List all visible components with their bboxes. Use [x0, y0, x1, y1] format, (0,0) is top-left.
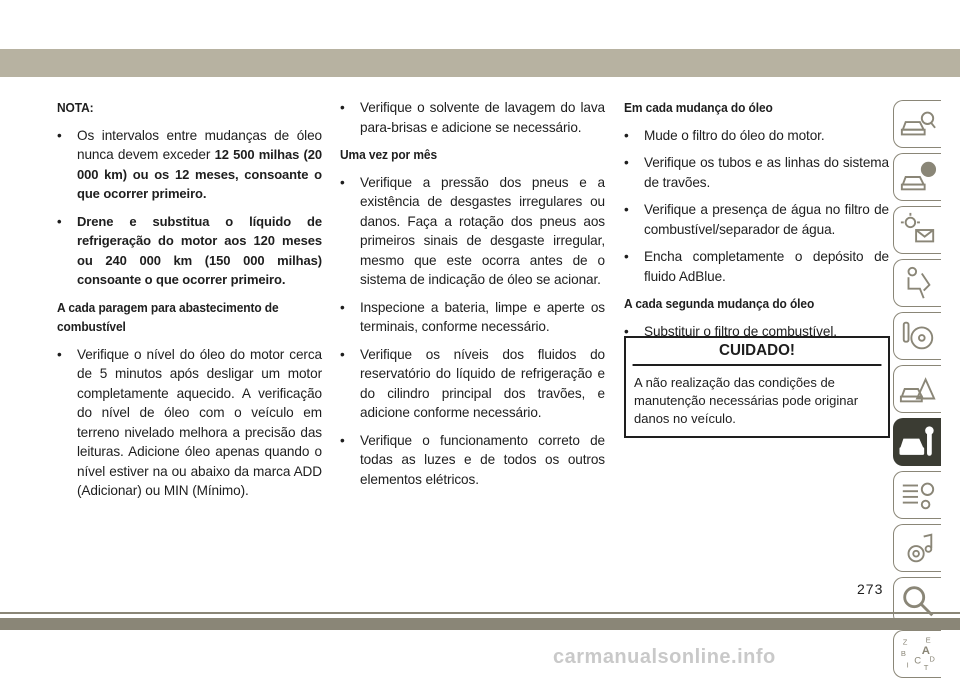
list-item: [624, 153, 889, 192]
bullet-mark: •: [57, 346, 62, 362]
key-steering-icon: [899, 317, 937, 355]
alphabet-letter: C: [913, 655, 921, 667]
chapter-tabs: [893, 100, 943, 683]
bullet-mark: •: [624, 323, 629, 339]
bullet-mark: •: [340, 299, 345, 315]
note-heading: NOTA:: [57, 100, 94, 115]
alphabet-letter: I: [906, 660, 909, 670]
fluids-text: Verifique os níveis dos fluidos do reservatório do líquido de refrigeração e do cilindro principal dos travões, e adicione conforme necessário.: [360, 346, 605, 420]
bullet-mark: •: [57, 127, 62, 143]
car-hazard-icon: [899, 370, 937, 408]
column-3: [624, 98, 889, 349]
caution-text: A não realização das condições de manutenção necessárias pode originar danos no veículo.: [634, 375, 859, 426]
adblue-text: Encha completamente o depósito de fluido AdBlue.: [644, 249, 889, 284]
bullet-mark: •: [624, 155, 629, 170]
monthly-heading: Uma vez por mês: [340, 147, 438, 162]
bullet-mark: •: [57, 213, 62, 229]
top-header-bar: [0, 49, 960, 77]
tab-index[interactable]: [893, 630, 941, 678]
tab-car-search[interactable]: [893, 100, 941, 148]
refuel-heading: A cada paragem para abastecimento de combustível: [57, 299, 279, 334]
multimedia-icon: [899, 529, 937, 567]
oil-level-text: Verifique o nível do óleo do motor cerca de 5 minutos após desligar um motor completamente aquecido. A verificação do nível de óleo com o veículo em terreno nivelado melhora a precisão das leituras. Adicione óleo apenas quando o nível estiver na ou abaixo da marca ADD (Adicionar) ou MIN (Mínimo).: [77, 346, 322, 498]
tab-key-steering[interactable]: [893, 312, 941, 360]
alphabet-letter: Z: [902, 637, 907, 647]
car-info-icon: [899, 158, 937, 196]
bullet-mark: •: [624, 249, 629, 264]
tab-multimedia[interactable]: [893, 524, 941, 572]
alphabet-letter: E: [925, 635, 931, 645]
tab-warning-lights[interactable]: [893, 206, 941, 254]
tab-car-hazard[interactable]: [893, 365, 941, 413]
fuel-filter-text: Substituir o filtro de combustível.: [644, 323, 837, 339]
battery-text: Inspecione a bateria, limpe e aperte os terminais, conforme necessário.: [360, 299, 605, 334]
oil-change-heading: Em cada mudança do óleo: [624, 100, 773, 115]
coolant-interval-text: Drene e substitua o líquido de refrigeração do motor aos 120 meses ou 240 000 km (150 000 milhas) consoante o que ocorrer primeiro.: [77, 213, 322, 287]
tab-seat-airbag[interactable]: [893, 259, 941, 307]
list-item: [340, 345, 605, 423]
lights-text: Verifique o funcionamento correto de todas as luzes e de todos os outros elementos elétricos.: [360, 432, 605, 487]
list-item: [624, 247, 889, 286]
bullet-mark: •: [624, 202, 629, 217]
magnifier-icon: [899, 582, 937, 620]
page-number: 273: [857, 581, 884, 597]
list-item: [340, 173, 605, 290]
alphabet-index-icon: [899, 635, 937, 673]
footer-bar: [0, 618, 960, 630]
column-1: [57, 98, 322, 509]
list-item: [624, 200, 889, 239]
list-item: [624, 126, 889, 146]
tab-car-maintenance[interactable]: [893, 418, 941, 466]
washer-text: Verifique o solvente de lavagem do lava para-brisas e adicione se necessário.: [360, 100, 605, 135]
oil-interval-bold: 12 500 milhas (20 000 km) ou os 12 meses, consoante o que ocorrer primeiro.: [77, 147, 322, 201]
bullet-mark: •: [340, 100, 345, 115]
oil-filter-text: Mude o filtro do óleo do motor.: [644, 127, 825, 143]
alphabet-letter: D: [928, 654, 935, 664]
list-item: [57, 212, 322, 290]
column-2: [340, 98, 605, 497]
bullet-mark: •: [340, 346, 345, 362]
tire-text: Verifique a pressão dos pneus e a existência de desgastes irregulares ou danos. Faça a rotação dos pneus aos primeiros sinais de desgaste irregular, mesmo que este ocorra antes de o sistema de indicação de óleo se acionar.: [360, 174, 605, 287]
car-wrench-icon: [899, 423, 937, 461]
oil-interval-text: Os intervalos entre mudanças de óleo nunca devem exceder: [77, 127, 322, 162]
bullet-mark: •: [340, 432, 345, 448]
caution-title: CUIDADO!: [633, 338, 882, 366]
bullet-mark: •: [340, 174, 345, 190]
list-item: [57, 126, 322, 204]
caution-box: [624, 336, 890, 438]
footer-line: [0, 612, 960, 614]
bullet-mark: •: [624, 127, 629, 143]
alphabet-letter: A: [921, 645, 930, 657]
list-item: [340, 298, 605, 337]
list-item: [340, 98, 605, 137]
alphabet-letter: B: [900, 648, 906, 658]
list-item: [340, 431, 605, 490]
warning-lights-message-icon: [899, 211, 937, 249]
alphabet-letter: T: [923, 663, 928, 673]
tab-specifications[interactable]: [893, 471, 941, 519]
watermark: carmanualsonline.info: [553, 646, 776, 668]
tab-car-info[interactable]: [893, 153, 941, 201]
seat-airbag-icon: [899, 264, 937, 302]
list-item: [57, 345, 322, 501]
water-separator-text: Verifique a presença de água no filtro de combustível/separador de água.: [644, 202, 889, 237]
brake-lines-text: Verifique os tubos e as linhas do sistema de travões.: [644, 155, 889, 190]
second-oil-change-heading: A cada segunda mudança do óleo: [624, 296, 815, 311]
specs-gear-icon: [899, 476, 937, 514]
car-search-icon: [899, 105, 937, 143]
